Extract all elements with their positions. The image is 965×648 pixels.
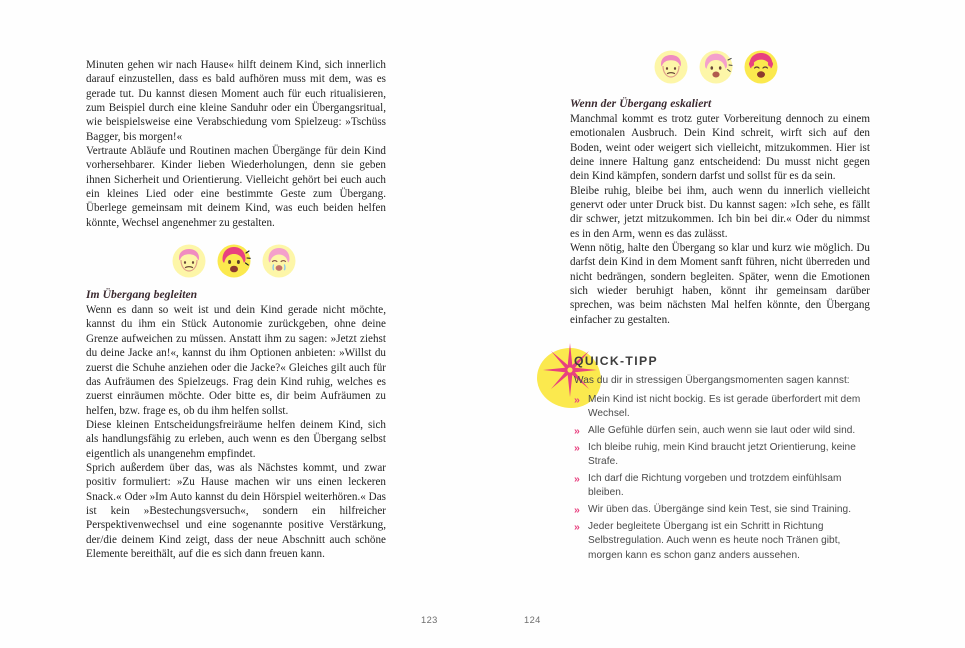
paragraph: Minuten gehen wir nach Hause« hilft deinem Kind, sich innerlich darauf einzustellen, dass es bald aufhören muss mit dem, was es gerade tut. Du kannst diesen Moment auch für euch ritualisieren, zum Beispiel durch eine kleine Sanduhr oder ein Übergangsritual, wie beispielsweise eine Verabschiedung vom Spielzeug: »Tschüss Bagger, bis morgen!« [86,59,386,143]
face-screaming-icon [699,50,733,84]
paragraph: Manchmal kommt es trotz guter Vorbereitung dennoch zu einem emotionalen Ausbruch. Dein Kind schreit, wirft sich auf den Boden, weint oder weigert sich vielleicht, mitzukommen. Hier ist deine innere Haltung ganz entscheidend: Du musst nicht gegen dein Kind kämpfen, sondern darfst und sollst für es da sein. [570,113,870,183]
list-item-text: Ich darf die Richtung vorgeben und trotzdem einfühlsam bleiben. [588,473,842,499]
list-item-text: Jeder begleitete Übergang ist ein Schritt in Richtung Selbstregulation. Auch wenn es heute noch Tränen gibt, morgen kann es schon ganz anders aussehen. [588,521,841,561]
paragraph: Bleibe ruhig, bleibe bei ihm, auch wenn du innerlich vielleicht genervt oder unter Druck bist. Du kannst sagen: »Ich sehe, es fällt dir schwer, jetzt mitzukommen. Ich bin bei dir.« Oder du nimmst es in den Arm, wenn es das zulässt. [570,184,870,240]
bullet-glyph: » [574,441,580,454]
left-column [86,58,386,561]
list-item-text: Alle Gefühle dürfen sein, auch wenn sie laut oder wild sind. [588,425,856,437]
right-column [570,50,870,565]
list-item [574,520,870,563]
page-number-left: 123 [421,615,438,625]
list-item-text: Ich bleibe ruhig, mein Kind braucht jetzt Orientierung, keine Strafe. [588,442,856,468]
paragraph: Wenn nötig, halte den Übergang so klar und kurz wie möglich. Du darfst dein Kind in dem Moment sanft führen, nicht überreden und nicht bedrängen, sondern begleiten. Später, wenn die Emotionen sich wieder beruhigt haben, könnt ihr gemeinsam darüber sprechen, was beim nächsten Mal helfen könnte, den Übergang einfacher zu gestalten. [570,242,870,326]
face-crying-icon [262,244,296,278]
page-right [483,0,965,648]
bullet-glyph: » [574,503,580,516]
emoji-icon-row-right [654,50,870,84]
paragraph: Sprich außerdem über das, was als Nächstes kommt, und zwar positiv formuliert: »Zu Hause machen wir uns einen leckeren Snack.« Oder »Im Auto kannst du dein Hörspiel weiterhören.« Das ist kein »Bestechungsversuch«, sondern ein hilfreicher Perspektivenwechsel und eine sogenannte positive Verstärkung, der/die deinem Kind zeigt, dass der neue Abschnitt auch schöne Elemente bereithält, auf die es sich dann freuen kann. [86,461,386,560]
list-item [574,472,870,501]
face-crying-icon [744,50,778,84]
list-item-text: Wir üben das. Übergänge sind kein Test, sie sind Training. [588,504,852,516]
paragraph: Vertraute Abläufe und Routinen machen Übergänge für dein Kind vorhersehbarer. Kinder lieben Wiederholungen, denn sie geben ihnen Sicherheit und Orientierung. Vielleicht gehört bei euch auch ein kleines Lied oder eine bestimmte Geste zum Übergang. Überlege gemeinsam mit deinem Kind, was euch beiden helfen könnte, Wechsel angenehmer zu gestalten. [86,145,386,229]
quick-tip-callout [570,354,870,563]
face-pouting-icon [172,244,206,278]
quick-tip-list [570,393,870,563]
page-left [0,0,482,648]
list-item [574,441,870,470]
paragraph: Wenn es dann so weit ist und dein Kind gerade nicht möchte, kannst du ihm ein Stück Autonomie zurückgeben, ohne deine Grenze aufweichen zu müssen. Anstatt ihm zu sagen: »Jetzt ziehst du deine Jacke an!«, kannst du ihm Optionen anbieten: »Willst du zuerst die Schuhe anziehen oder die Jacke?« Gleiches gilt auch für das Aufräumen des Spielzeugs. Frag dein Kind ruhig, welches es zuerst einräumen möchte. Oder bitte es, dir beim Aufräumen zu helfen, bzw. frage es, ob du ihm helfen sollst. [86,304,386,417]
bullet-glyph: » [574,424,580,437]
page-number-right: 124 [524,615,541,625]
list-item [574,503,870,517]
bullet-glyph: » [574,472,580,485]
list-item [574,393,870,422]
list-item-text: Mein Kind ist nicht bockig. Es ist gerade überfordert mit dem Wechsel. [588,394,861,420]
face-screaming-icon [217,244,251,278]
paragraph: Diese kleinen Entscheidungsfreiräume helfen deinem Kind, sich als handlungsfähig zu erleben, auch wenn es den Übergang selbst eigentlich als unangenehm empfindet. [86,418,386,460]
bullet-glyph: » [574,520,580,533]
starburst-icon [542,342,598,398]
emoji-icon-row-left [172,244,386,278]
bullet-glyph: » [574,393,580,406]
quick-tip-lead: Was du dir in stressigen Übergangsmomenten sagen kannst: [574,375,850,387]
face-pouting-icon [654,50,688,84]
section-heading: Im Übergang begleiten [86,288,198,302]
list-item [574,424,870,438]
quick-tip-title: QUICK-TIPP [574,354,658,369]
section-heading: Wenn der Übergang eskaliert [570,97,712,110]
